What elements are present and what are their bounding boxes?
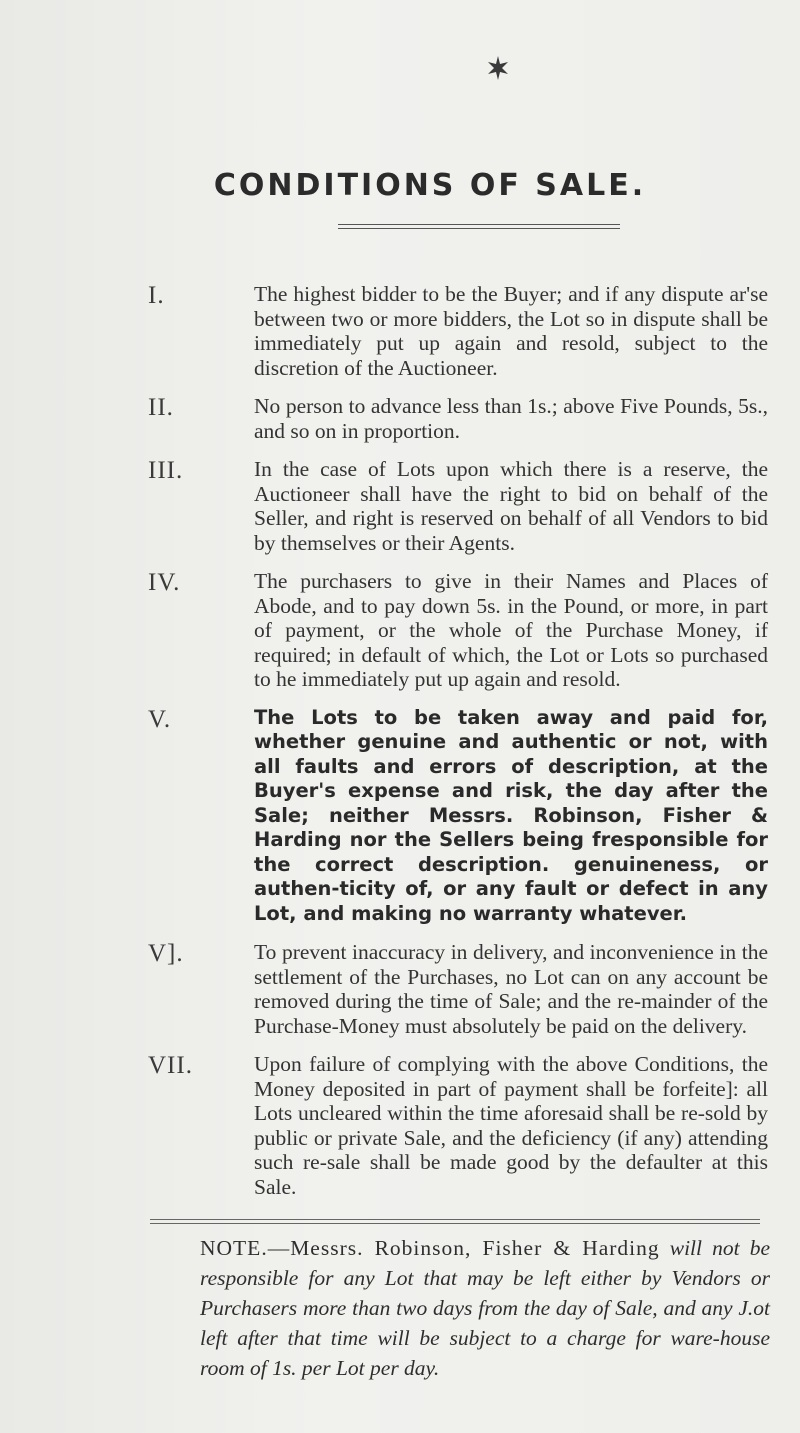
- condition-number: IV.: [148, 569, 181, 596]
- condition-text: No person to advance less than 1s.; above Five Pounds, 5s., and so on in proportion.: [254, 394, 768, 443]
- footer-note: [200, 1233, 770, 1383]
- condition-text: Upon failure of complying with the above Conditions, the Money deposited in part of payment shall be forfeite]: all Lots uncleared within the time aforesaid shall be re-sold by public or private Sale, and the deficiency (if any) attending such re-sale shall be made good by the defaulter at this Sale.: [254, 1052, 768, 1199]
- condition-number: I.: [148, 282, 165, 309]
- title-divider: [338, 224, 620, 229]
- note-body: will not be responsible for any Lot that may be left either by Vendors or Purchasers more than two days from the day of Sale, and any J.ot left after that time will be subject to a charge for ware-house room of 1s. per Lot per day.: [200, 1236, 770, 1380]
- note-lead: NOTE.—Messrs. Robinson, Fisher & Harding: [200, 1236, 660, 1260]
- condition-text: The Lots to be taken away and paid for, whether genuine and authentic or not, with all faults and errors of description, at the Buyer's expense and risk, the day after the Sale; neither Messrs. Robinson, Fisher & Harding nor the Sellers being fresponsible for the correct description. genuineness, or authen-ticity of, or any fault or defect in any Lot, and making no warranty whatever.: [254, 705, 768, 925]
- page-title: CONDITIONS OF SALE.: [213, 168, 647, 203]
- condition-number: V].: [148, 940, 184, 967]
- ornament-icon: [484, 54, 512, 82]
- condition-text: To prevent inaccuracy in delivery, and inconvenience in the settlement of the Purchases, no Lot can on any account be removed during the time of Sale; and the re-mainder of the Purchase-Money must absolutely be paid on the delivery.: [254, 940, 768, 1038]
- condition-number: VII.: [148, 1052, 193, 1079]
- condition-number: II.: [148, 394, 174, 421]
- condition-text: In the case of Lots upon which there is a reserve, the Auctioneer shall have the right to bid on behalf of the Seller, and right is reserved on behalf of all Vendors to bid by themselves or their Agents.: [254, 457, 768, 555]
- condition-text: The purchasers to give in their Names and Places of Abode, and to pay down 5s. in the Pound, or more, in part of payment, or the whole of the Purchase Money, if required; in default of which, the Lot or Lots so purchased to he immediately put up again and resold.: [254, 569, 768, 691]
- condition-number: V.: [148, 705, 172, 733]
- footer-divider: [150, 1219, 760, 1224]
- condition-text: The highest bidder to be the Buyer; and if any dispute ar'se between two or more bidders, the Lot so in dispute shall be immediately put up again and resold, subject to the discretion of the Auctioneer.: [254, 282, 768, 380]
- condition-number: III.: [148, 457, 184, 484]
